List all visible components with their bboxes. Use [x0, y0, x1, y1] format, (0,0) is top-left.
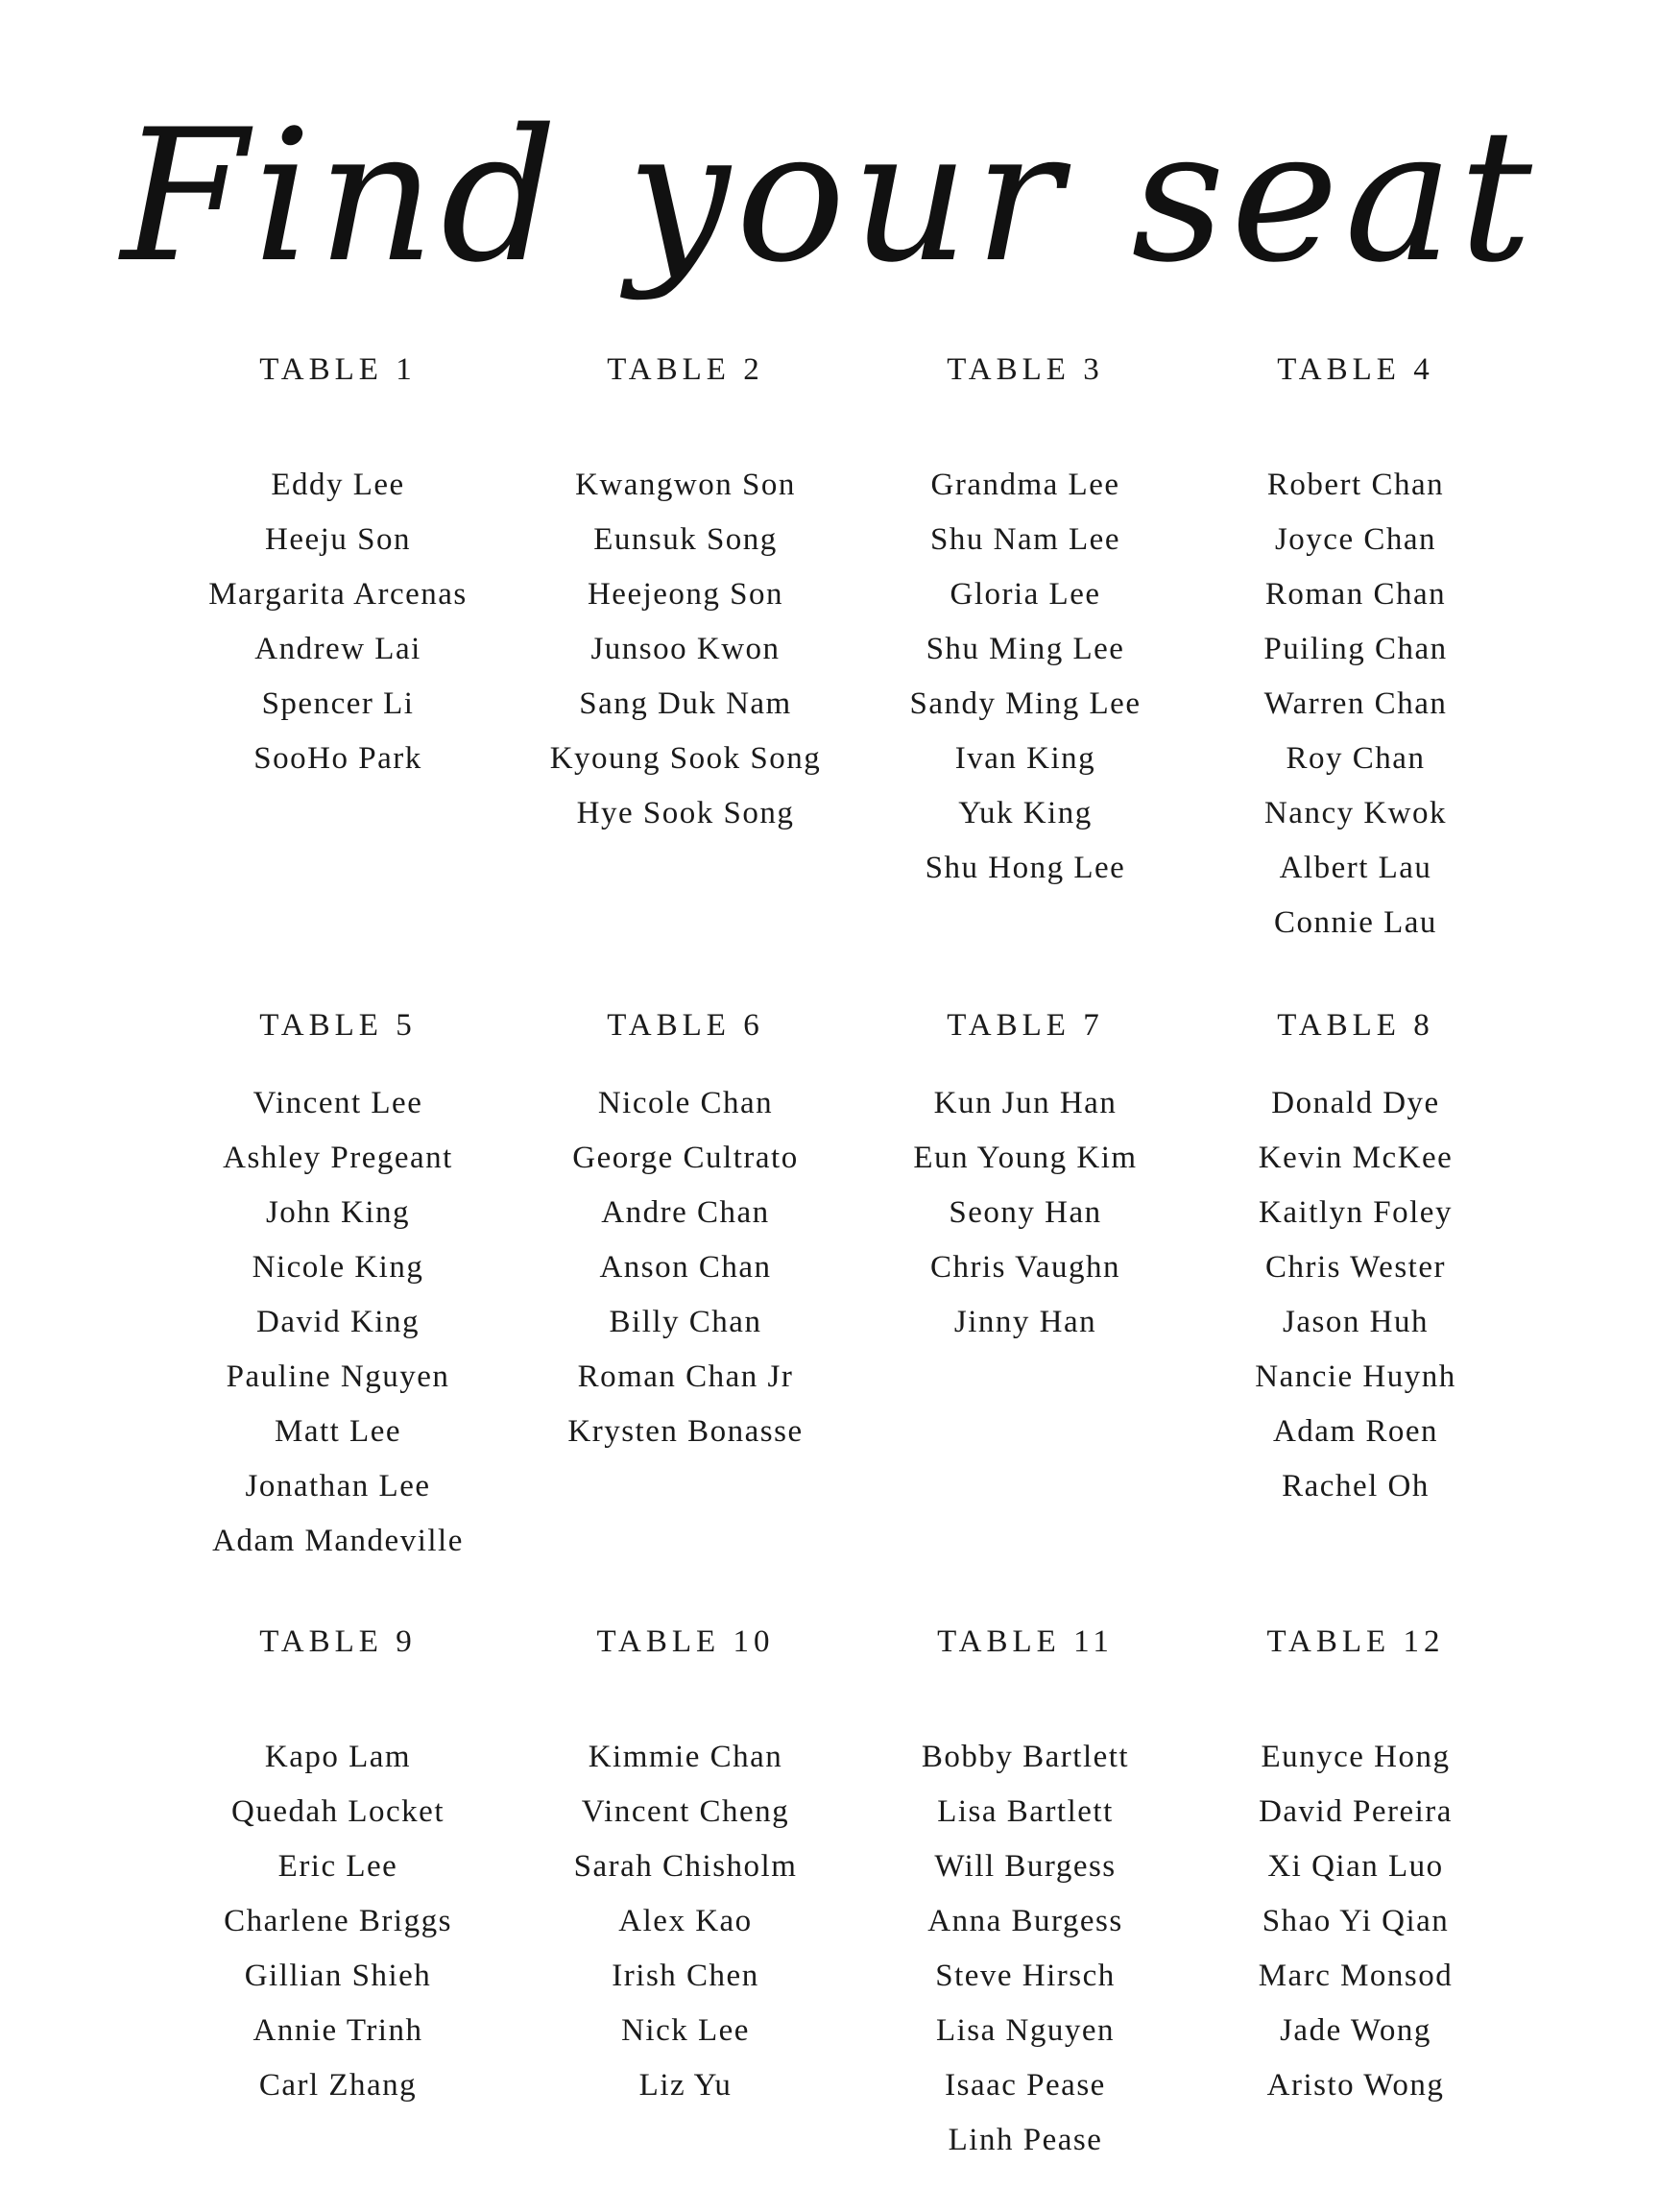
guest-name: Ashley Pregeant [223, 1141, 453, 1175]
guest-name: Jonathan Lee [245, 1469, 431, 1503]
guest-name: Jinny Han [953, 1305, 1097, 1339]
guest-name: Nicole King [252, 1250, 424, 1285]
guest-name: Adam Mandeville [212, 1524, 464, 1558]
table-heading: TABLE 12 [1266, 1624, 1445, 1659]
guest-name: Lisa Bartlett [937, 1794, 1114, 1829]
table-heading: TABLE 4 [1277, 352, 1434, 387]
table-block-4 [1154, 350, 1557, 950]
guest-name: Alex Kao [618, 1904, 753, 1938]
guest-name: Nicole Chan [597, 1086, 774, 1120]
guest-name: Sandy Ming Lee [909, 686, 1142, 721]
guest-name: Heeju Son [265, 522, 411, 557]
guest-name: Irish Chen [612, 1959, 759, 1993]
guest-name: Bobby Bartlett [921, 1740, 1130, 1774]
guest-list [136, 458, 540, 786]
guest-name: Junsoo Kwon [590, 632, 781, 666]
guest-list [136, 1076, 540, 1569]
guest-name: Eun Young Kim [913, 1141, 1138, 1175]
guest-name: Matt Lee [274, 1414, 402, 1449]
guest-name: Chris Wester [1265, 1250, 1446, 1285]
guest-name: Eunyce Hong [1261, 1740, 1451, 1774]
table-block-9 [136, 1623, 540, 2113]
guest-name: Albert Lau [1279, 851, 1432, 885]
guest-name: Roman Chan Jr [577, 1359, 794, 1394]
guest-name: Kaitlyn Foley [1259, 1195, 1453, 1230]
table-heading: TABLE 1 [259, 352, 417, 387]
guest-name: Eddy Lee [271, 468, 405, 502]
table-heading: TABLE 8 [1277, 1008, 1434, 1043]
guest-name: Quedah Locket [231, 1794, 445, 1829]
guest-name: George Cultrato [572, 1141, 799, 1175]
guest-name: Sang Duk Nam [579, 686, 792, 721]
guest-name: Will Burgess [934, 1849, 1117, 1884]
guest-name: Kapo Lam [264, 1740, 412, 1774]
table-heading: TABLE 6 [607, 1008, 764, 1043]
guest-name: Krysten Bonasse [567, 1414, 804, 1449]
guest-name: Kyoung Sook Song [549, 741, 822, 776]
guest-name: Joyce Chan [1274, 522, 1437, 557]
guest-name: Donald Dye [1271, 1086, 1440, 1120]
table-heading: TABLE 5 [259, 1008, 417, 1043]
guest-name: Lisa Nguyen [935, 2013, 1116, 2048]
guest-name: Adam Roen [1272, 1414, 1439, 1449]
guest-list [136, 1730, 540, 2113]
guest-name: Kimmie Chan [588, 1740, 783, 1774]
page-title: Find your seat [121, 90, 1538, 302]
guest-name: Ivan King [954, 741, 1096, 776]
guest-name: Margarita Arcenas [208, 577, 468, 612]
guest-name: Carl Zhang [258, 2068, 418, 2103]
guest-name: Isaac Pease [945, 2068, 1106, 2103]
guest-name: Jason Huh [1283, 1305, 1429, 1339]
guest-name: Roman Chan [1264, 577, 1447, 612]
guest-name: Billy Chan [609, 1305, 762, 1339]
guest-name: Charlene Briggs [224, 1904, 452, 1938]
guest-name: Vincent Lee [252, 1086, 423, 1120]
guest-name: Eunsuk Song [593, 522, 778, 557]
guest-name: Eric Lee [277, 1849, 398, 1884]
guest-name: Puiling Chan [1263, 632, 1448, 666]
guest-name: Anna Burgess [927, 1904, 1123, 1938]
guest-name: Jade Wong [1280, 2013, 1431, 2048]
guest-name: Andre Chan [601, 1195, 770, 1230]
guest-name: Kevin McKee [1258, 1141, 1454, 1175]
guest-name: Shu Ming Lee [926, 632, 1125, 666]
guest-name: Roy Chan [1286, 741, 1426, 776]
guest-list [1154, 1076, 1557, 1514]
guest-name: Andrew Lai [254, 632, 421, 666]
guest-name: Heejeong Son [587, 577, 784, 612]
guest-name: Robert Chan [1266, 468, 1445, 502]
table-heading: TABLE 10 [596, 1624, 775, 1659]
guest-name: Shu Hong Lee [925, 851, 1126, 885]
guest-name: Anson Chan [599, 1250, 772, 1285]
guest-name: Yuk King [958, 796, 1093, 830]
guest-name: David Pereira [1259, 1794, 1453, 1829]
guest-name: Shao Yi Qian [1262, 1904, 1450, 1938]
guest-name: Sarah Chisholm [573, 1849, 798, 1884]
guest-name: Xi Qian Luo [1267, 1849, 1444, 1884]
table-heading: TABLE 7 [947, 1008, 1104, 1043]
guest-name: Marc Monsod [1258, 1959, 1454, 1993]
guest-name: Warren Chan [1263, 686, 1448, 721]
guest-name: Grandma Lee [930, 468, 1120, 502]
guest-name: Annie Trinh [252, 2013, 423, 2048]
guest-name: Kun Jun Han [933, 1086, 1118, 1120]
table-heading: TABLE 3 [947, 352, 1104, 387]
guest-name: Chris Vaughn [930, 1250, 1120, 1285]
guest-name: Kwangwon Son [575, 468, 796, 502]
guest-name: Nancie Huynh [1255, 1359, 1456, 1394]
guest-name: John King [265, 1195, 411, 1230]
guest-name: Shu Nam Lee [930, 522, 1120, 557]
guest-list [1154, 458, 1557, 950]
table-block-8 [1154, 1006, 1557, 1514]
guest-name: Nancy Kwok [1263, 796, 1448, 830]
guest-name: Seony Han [949, 1195, 1102, 1230]
table-block-5 [136, 1006, 540, 1569]
guest-name: Hye Sook Song [576, 796, 795, 830]
guest-name: David King [256, 1305, 420, 1339]
guest-name: Spencer Li [261, 686, 415, 721]
guest-name: Aristo Wong [1266, 2068, 1445, 2103]
guest-name: Linh Pease [948, 2123, 1103, 2157]
table-block-12 [1154, 1623, 1557, 2113]
guest-name: SooHo Park [253, 741, 422, 776]
table-block-1 [136, 350, 540, 786]
guest-name: Steve Hirsch [935, 1959, 1116, 1993]
guest-name: Vincent Cheng [581, 1794, 790, 1829]
table-heading: TABLE 2 [607, 352, 764, 387]
guest-name: Gloria Lee [950, 577, 1101, 612]
guest-list [1154, 1730, 1557, 2113]
table-heading: TABLE 9 [259, 1624, 417, 1659]
guest-name: Rachel Oh [1282, 1469, 1430, 1503]
guest-name: Gillian Shieh [244, 1959, 432, 1993]
guest-name: Nick Lee [621, 2013, 750, 2048]
guest-name: Liz Yu [638, 2068, 733, 2103]
guest-name: Pauline Nguyen [226, 1359, 450, 1394]
table-heading: TABLE 11 [937, 1624, 1114, 1659]
guest-name: Connie Lau [1274, 905, 1437, 940]
